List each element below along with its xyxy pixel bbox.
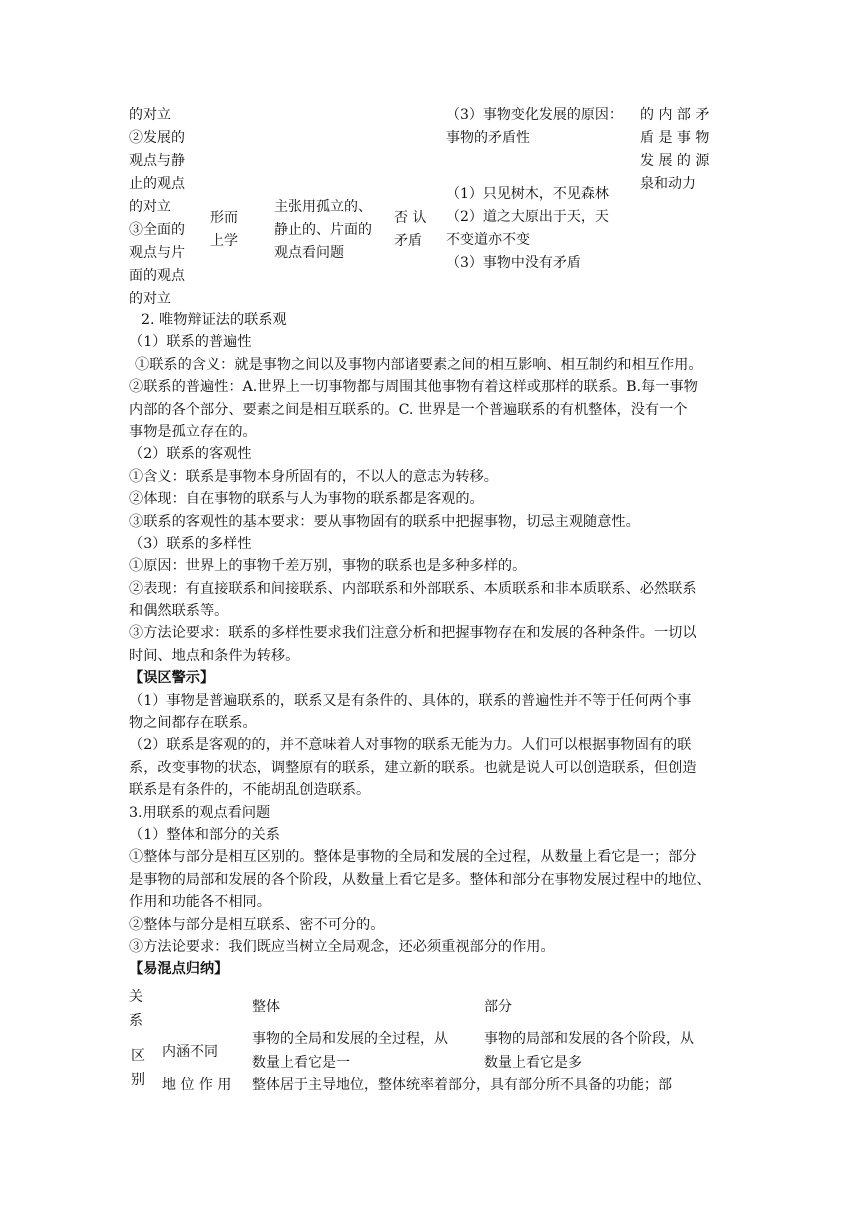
body-line: ③方法论要求：我们既应当树立全局观念，还必须重视部分的作用。 <box>129 938 555 955</box>
col2-line: 上学 <box>210 233 238 249</box>
body-line: ①联系的含义：就是事物之间以及事物内部诸要素之间的相互影响、相互制约和相互作用。 <box>135 356 703 373</box>
body-line: 是事物的局部和发展的各个阶段，从数量上看它是多。整体和部分在事物发展过程中的地位、 <box>129 871 711 888</box>
bt-whole-header: 整体 <box>252 999 280 1015</box>
col4-line: 否 认 <box>394 210 427 226</box>
body-line: （1）事物是普遍联系的，联系又是有条件的、具体的，联系的普遍性并不等于任何两个事 <box>129 692 692 709</box>
bt-row2-whole: 整体居于主导地位，整体统率着部分，具有部分所不具备的功能；部 <box>252 1077 672 1093</box>
col1-line: 止的观点 <box>129 176 185 192</box>
col6-line: 泉和动力 <box>640 176 696 192</box>
bt-row1-whole <box>252 1027 448 1075</box>
col1-line: ③全面的 <box>129 222 185 238</box>
section-heading: 【误区警示】 <box>129 670 215 687</box>
col1-line: 观点与静 <box>129 153 185 169</box>
body-line: ③方法论要求：联系的多样性要求我们注意分析和把握事物存在和发展的各种条件。一切以 <box>129 625 697 642</box>
bt-row1-part-line: 数量上看它是多 <box>484 1055 582 1071</box>
body-line: ①整体与部分是相互区别的。整体是事物的全局和发展的全过程，从数量上看它是一；部分 <box>129 849 697 866</box>
body-line: ①含义：联系是事物本身所固有的，不以人的意志为转移。 <box>129 468 498 485</box>
bt-distinction-char: 别 <box>131 1072 145 1088</box>
body-line: 时间、地点和条件为转移。 <box>129 647 300 664</box>
col3-line: 静止的、片面的 <box>274 222 372 238</box>
body-line: ②体现：自在事物的联系与人为事物的联系都是客观的。 <box>129 491 484 508</box>
bt-row2-label: 地 位 作 用 <box>162 1077 232 1093</box>
body-text <box>129 309 734 981</box>
col5-line: （3）事物中没有矛盾 <box>446 255 581 271</box>
col5-line: 事物的矛盾性 <box>446 130 530 146</box>
col5-line: 不变道亦不变 <box>446 232 530 248</box>
body-line: 和偶然联系等。 <box>129 603 229 620</box>
bt-part-header: 部分 <box>484 999 512 1015</box>
body-line: （1）联系的普遍性 <box>129 334 252 351</box>
col3-line: 观点看问题 <box>274 245 344 261</box>
top-table-col2 <box>210 207 260 253</box>
body-line: 作用和功能各不相同。 <box>129 894 271 911</box>
col2-line: 形而 <box>210 210 238 226</box>
col6-line: 的 内 部 矛 <box>640 107 710 123</box>
top-table-col5-lower <box>446 183 631 275</box>
col5-line: （2）道之大原出于天，天 <box>446 209 609 225</box>
body-line: 3.用联系的观点看问题 <box>129 804 271 821</box>
bt-row1-part-line: 事物的局部和发展的各个阶段，从 <box>484 1031 694 1047</box>
body-line: ②联系的普遍性：A.世界上一切事物都与周围其他事物有着这样或那样的联系。B.每一事物 <box>129 379 698 396</box>
section-heading: 【易混点归纳】 <box>129 961 229 978</box>
col6-line: 盾 是 事 物 <box>640 130 710 146</box>
body-line: 系，改变事物的状态，调整原有的联系，建立新的联系。也就是说人可以创造联系，但创造 <box>129 759 697 776</box>
body-line: （2）联系的客观性 <box>129 446 252 463</box>
col1-line: 的对立 <box>129 199 171 215</box>
col5-line: （3）事物变化发展的原因： <box>446 107 623 123</box>
bt-distinction-label <box>131 1044 145 1092</box>
col1-line: 的对立 <box>129 291 171 307</box>
body-line: ②表现：有直接联系和间接联系、内部联系和外部联系、本质联系和非本质联系、必然联系 <box>129 580 697 597</box>
bt-row1-whole-line: 事物的全局和发展的全过程，从 <box>252 1031 448 1047</box>
body-line: （3）联系的多样性 <box>129 535 252 552</box>
body-line: ③联系的客观性的基本要求：要从事物固有的联系中把握事物，切忌主观随意性。 <box>129 513 640 530</box>
bt-relation-header <box>129 985 143 1033</box>
body-line: （1）整体和部分的关系 <box>129 826 280 843</box>
body-line: 事物是孤立存在的。 <box>129 423 257 440</box>
bt-distinction-char: 区 <box>131 1048 145 1064</box>
top-table-col4 <box>394 207 438 253</box>
top-table-col1 <box>129 104 199 311</box>
bt-row1-whole-line: 数量上看它是一 <box>252 1055 350 1071</box>
body-line: ②整体与部分是相互联系、密不可分的。 <box>129 916 385 933</box>
col6-line: 发 展 的 源 <box>640 153 710 169</box>
col1-line: 的对立 <box>129 107 171 123</box>
col1-line: ②发展的 <box>129 130 185 146</box>
top-table-col6 <box>640 104 720 196</box>
bt-relation-char: 关 <box>129 989 143 1005</box>
col1-line: 观点与片 <box>129 245 185 261</box>
bt-row1-part <box>484 1027 694 1075</box>
top-table-col3 <box>274 196 384 265</box>
col4-line: 矛盾 <box>394 233 422 249</box>
body-line: 2. 唯物辩证法的联系观 <box>141 312 287 328</box>
bt-relation-char: 系 <box>129 1013 143 1029</box>
top-table-col5-upper <box>446 104 631 150</box>
col1-line: 面的观点 <box>129 268 185 284</box>
body-line: ①原因：世界上的事物千差万别，事物的联系也是多种多样的。 <box>129 558 527 575</box>
body-line: （2）联系是客观的的，并不意味着人对事物的联系无能为力。人们可以根据事物固有的联 <box>129 737 692 754</box>
col5-line: （1）只见树木，不见森林 <box>446 186 609 202</box>
body-line: 内部的各个部分、要素之间是相互联系的。C. 世界是一个普遍联系的有机整体，没有一个 <box>129 401 688 418</box>
col3-line: 主张用孤立的、 <box>274 199 372 215</box>
body-line: 联系是有条件的，不能胡乱创造联系。 <box>129 782 371 799</box>
bt-row1-label: 内涵不同 <box>162 1044 218 1060</box>
body-line: 物之间都存在联系。 <box>129 715 257 732</box>
